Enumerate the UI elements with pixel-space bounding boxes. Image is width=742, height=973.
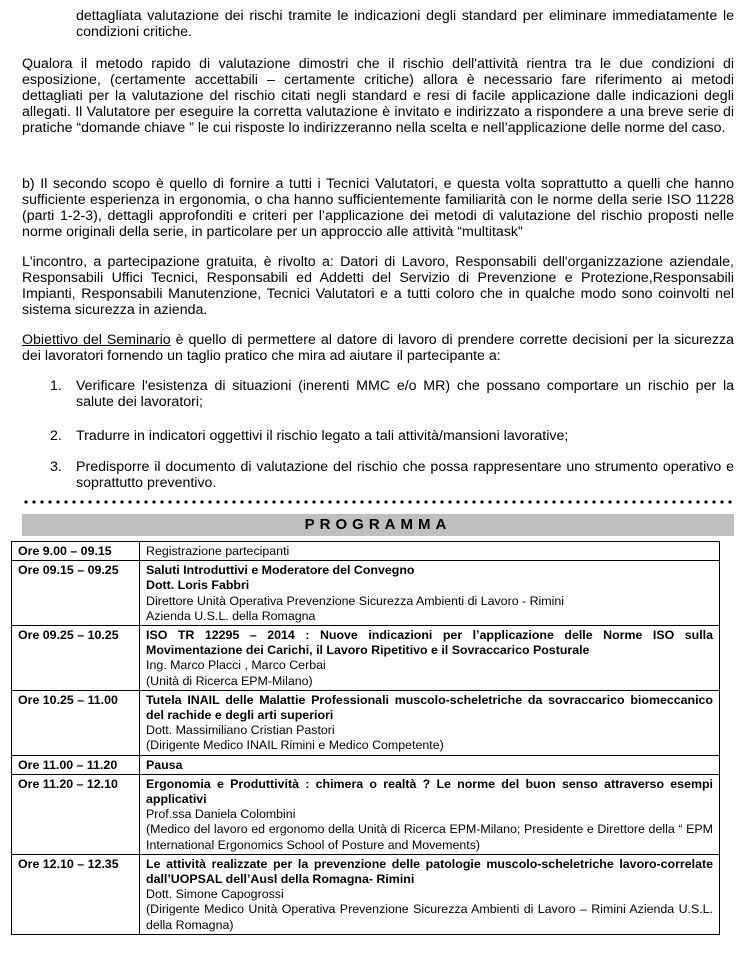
session-line: Azienda U.S.L. della Romagna [146,608,316,623]
description-cell [140,561,720,626]
intro-continuation: dettagliata valutazione dei rischi tramite le indicazioni degli standard per eliminare immediatamente le condizioni critiche. [76,8,734,40]
paragraph-method: Qualora il metodo rapido di valutazione dimostri che il rischio dell'attività rientra tra le due condizioni di esposizione, (certamente accettabili – certamente critiche) allora è necessario fare riferimento ai metodi dettagliati per la valutazione del rischio citati negli standard e resi di facile applicazione dalle indicazioni degli allegati. Il Valutatore per eseguire la corretta valutazione è invitato e indirizzato a rispondere a una breve serie di pratiche “domande chiave ” le cui risposte lo indirizzeranno nella scelta e nell’applicazione delle norme del caso. [22,56,734,136]
description-cell [140,626,720,691]
list-number: 2. [50,428,62,444]
table-row [12,542,720,561]
session-title: ISO TR 12295 – 2014 : Nuove indicazioni per l’applicazione delle Norme ISO sulla Movimentazione dei Carichi, il Lavoro Ripetitivo e il Sovraccarico Posturale [146,628,713,658]
session-line: Prof.ssa Daniela Colombini [146,807,296,822]
session-line: (Medico del lavoro ed ergonomo della Unità di Ricerca EPM-Milano; Presidente e Direttore della “ EPM International Ergonomics School of Posture and Movements) [146,822,713,852]
session-title: Le attività realizzate per la prevenzione delle patologie muscolo-scheletriche lavoro-correlate dall’UOPSAL dell’Ausl della Romagna- Rimini [146,856,713,887]
list-text: Predisporre il documento di valutazione del rischio che possa rappresentare uno strumento operativo e soprattutto preventivo. [76,459,734,491]
description-cell [140,854,720,934]
description-cell [140,690,720,755]
table-row [12,755,720,774]
description-cell [140,542,720,561]
description-cell [140,755,720,774]
objective-label: Obiettivo del Seminario [22,332,171,348]
programme-table [11,541,720,935]
time-cell: Ore 10.25 – 11.00 [12,690,140,755]
session-title: Tutela INAIL delle Malattie Professionali muscolo-scheletriche da sovraccarico biomeccanico del rachide e degli arti superiori [146,692,713,723]
list-text: Tradurre in indicatori oggettivi il rischio legato a tali attività/mansioni lavorative; [76,428,569,444]
programme-banner: PROGRAMMA [22,514,734,536]
session-speaker: Dott. Loris Fabbri [146,578,250,593]
objective-text: è quello di permettere al datore di lavoro di prendere corrette decisioni per la sicurezza dei lavoratori fornendo un taglio pratico che mira ad aiutare il partecipante a: [22,332,734,364]
session-title: Ergonomia e Produttività : chimera o realtà ? Le norme del buon senso attraverso esempi applicativi [146,776,713,807]
description-cell [140,774,720,854]
time-cell: Ore 09.15 – 09.25 [12,561,140,626]
session-line: Ing. Marco Placci , Marco Cerbai [146,658,326,673]
table-row [12,854,720,934]
time-cell: Ore 9.00 – 09.15 [12,542,140,561]
session-line: Dott. Massimiliano Cristian Pastori [146,723,335,738]
dotted-divider [22,500,734,504]
paragraph-objective [22,332,734,364]
list-text: Verificare l'esistenza di situazioni (inerenti MMC e/o MR) che possano comportare un rischio per la salute dei lavoratori; [76,378,734,410]
session-line: Dott. Simone Capogrossi [146,887,284,902]
time-cell: Ore 11.00 – 11.20 [12,755,140,774]
table-row [12,626,720,691]
table-row [12,690,720,755]
session-line: (Dirigente Medico Unità Operativa Prevenzione Sicurezza Ambienti di Lavoro – Rimini Azienda U.S.L. della Romagna) [146,902,713,932]
paragraph-audience: L'incontro, a partecipazione gratuita, è rivolto a: Datori di Lavoro, Responsabili dell'organizzazione aziendale, Responsabili Uffici Tecnici, Responsabili ed Addetti del Servizio di Prevenzione e Protezione,Responsabili Impianti, Responsabili Manutenzione, Tecnici Valutatori e a tutti coloro che in qualche modo sono coinvolti nel sistema sicurezza in azienda. [22,254,734,318]
session-line: Registrazione partecipanti [146,544,290,558]
session-title: Pausa [146,757,183,772]
paragraph-second-scope: b) Il secondo scopo è quello di fornire a tutti i Tecnici Valutatori, e questa volta soprattutto a quelli che hanno sufficiente esperienza in ergonomia, o cha hanno sufficientemente familiarità con le norme della serie ISO 11228 (parti 1-2-3), dettagli approfonditi e criteri per l’applicazione dei metodi di valutazione del rischio proposti nelle norme originali della serie, in particolare per un approccio alle attività “multitask” [22,176,734,240]
time-cell: Ore 09.25 – 10.25 [12,626,140,691]
session-line: Direttore Unità Operativa Prevenzione Sicurezza Ambienti di Lavoro - Rimini [146,593,565,608]
list-number: 1. [50,378,62,394]
session-line: (Dirigente Medico INAIL Rimini e Medico Competente) [146,738,444,753]
session-line: (Unità di Ricerca EPM-Milano) [146,673,313,688]
time-cell: Ore 12.10 – 12.35 [12,854,140,934]
table-row [12,561,720,626]
session-title: Saluti Introduttivi e Moderatore del Convegno [146,563,415,578]
table-row [12,774,720,854]
time-cell: Ore 11.20 – 12.10 [12,774,140,854]
list-number: 3. [50,459,62,475]
